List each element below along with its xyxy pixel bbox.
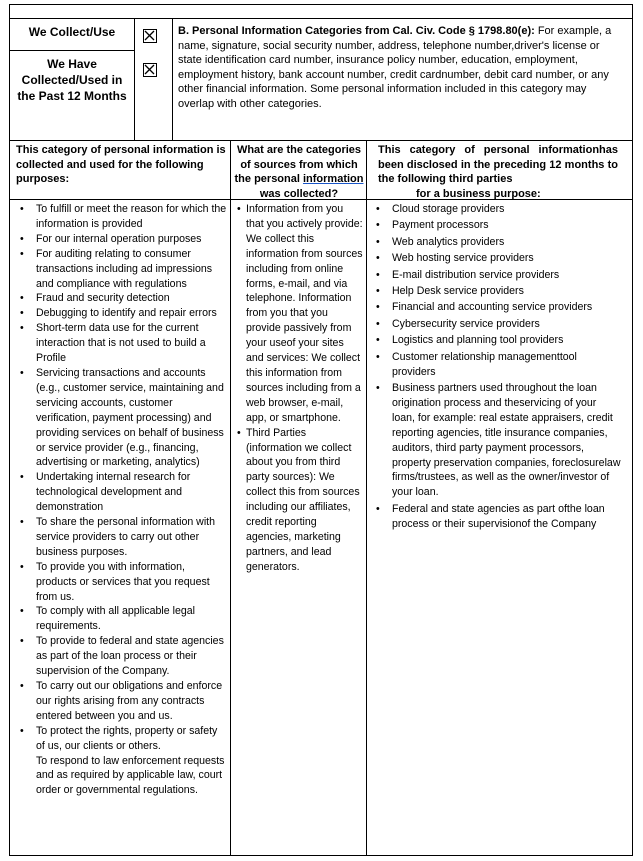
- past-12-months-checkbox[interactable]: [143, 63, 157, 77]
- disclosed-header-tail: for a business purpose:: [416, 187, 541, 200]
- list-item: • Federal and state agencies as part ofthe loan process or their supervisionof the Company: [376, 502, 605, 530]
- list-item: • Financial and accounting service providers: [376, 301, 593, 314]
- checked-x-icon: [144, 64, 155, 75]
- purposes-list: [16, 202, 228, 798]
- list-item: • Cloud storage providers: [376, 203, 505, 215]
- list-item: • Help Desk service providers: [376, 285, 524, 298]
- list-item: • Short-term data use for the current interaction that is not used to build a Profile: [20, 322, 206, 365]
- list-item: • Web analytics providers: [376, 235, 505, 248]
- list-item: • Business partners used throughout the loan origination process and theservicing of your loan, for example: real estate appraisers, credit reporting agencies, title insurance companies, auditors, third party payment processors, property preservation companies, foreclosurelaw firms/trustees, as well as the owner/investor of your loan.: [376, 381, 621, 499]
- list-item: • Third Parties (information we collect about you from third party sources): We collect this from sources including our affiliates, credit reporting agencies, marketing partners, and lead generators.: [237, 426, 360, 573]
- we-collect-label: We Collect/Use: [28, 25, 116, 39]
- disclosed-header-text: This category of personal informationhas been disclosed in the preceding 12 months to the following third parties: [378, 144, 618, 185]
- col-divider-3: [230, 140, 231, 856]
- col-divider-1: [134, 18, 135, 140]
- list-item: • Web hosting service providers: [376, 252, 534, 265]
- list-item: • To provide to federal and state agencies as part of the loan process or their supervision of the Company.: [20, 635, 224, 678]
- list-item: • To fulfill or meet the reason for which the information is provided: [20, 203, 227, 230]
- category-desc-text: For example, a name, signature, social security number, address, telephone number,driver's license or state identification card number, insurance policy number, education, employment, employment history, bank account number, credit cardnumber, debit card number, or any other financial information. Some personal information included in this category may overlap with other categories.: [178, 25, 612, 110]
- row-divider-header: [9, 140, 633, 141]
- sources-header-post: was collected?: [259, 187, 339, 200]
- sources-header: [234, 143, 364, 201]
- category-title: B. Personal Information Categories from Cal. Civ. Code § 1798.80(e):: [178, 25, 535, 37]
- sources-list: [237, 202, 363, 575]
- we-collect-checkbox[interactable]: [143, 29, 157, 43]
- list-item: • E-mail distribution service providers: [376, 268, 560, 281]
- list-item: • Payment processors: [376, 219, 489, 232]
- past-12-months-label: We Have Collected/Used in the Past 12 Months: [17, 57, 127, 103]
- sources-header-pre: What are the categories of sources from which the personal: [234, 144, 362, 185]
- checked-x-icon: [144, 30, 155, 41]
- disclosed-header: [378, 143, 618, 201]
- disclosed-list: [372, 202, 622, 532]
- list-item: • To share the personal information with service providers to carry out other business purposes.: [20, 516, 216, 558]
- list-item: • To comply with all applicable legal requirements.: [20, 605, 195, 633]
- list-item-continuation: To respond to law enforcement requests and as required by applicable law, court order or governmental regulations.: [36, 754, 225, 797]
- list-item: • Information from you that you actively provide: We collect this information from sources including from online forms, e-mail, and via telephone. Information from you that you provide passively from your useof your sites and services: We collect this information from sources including from a web browser, e-mail, app, or smartphone.: [237, 203, 363, 424]
- sources-header-link: information: [302, 173, 364, 185]
- list-item: • Fraud and security detection: [20, 292, 170, 305]
- list-item: • To provide you with information, products or services that you request from us.: [20, 560, 210, 603]
- row-divider-left-label: [9, 50, 134, 51]
- list-item: • For auditing relating to consumer transactions including ad impressions and compliance with regulations: [20, 247, 213, 290]
- list-item: • Debugging to identify and repair errors: [20, 307, 217, 320]
- list-item: • Customer relationship managementtool providers: [376, 350, 577, 378]
- list-item: • To protect the rights, property or safety of us, our clients or others.: [20, 724, 218, 752]
- purposes-header: This category of personal information is collected and used for the following purposes:: [16, 144, 226, 185]
- category-description: [178, 24, 620, 111]
- list-item: • Undertaking internal research for technological development and demonstration: [20, 471, 191, 514]
- list-item: • Logistics and planning tool providers: [376, 334, 564, 347]
- list-item: • To carry out our obligations and enforce our rights arising from any contracts entered between you and us.: [20, 680, 223, 722]
- row-divider-top: [9, 18, 633, 19]
- list-item: • Servicing transactions and accounts (e.g., customer service, maintaining and servicing accounts, customer verification, payment processing) and providing services on behalf of business or service provider (e.g., financing, advertising or marketing, analytics): [20, 366, 224, 469]
- col-divider-4: [366, 140, 367, 856]
- list-item: • For our internal operation purposes: [20, 232, 202, 245]
- list-item: • Cybersecurity service providers: [376, 317, 540, 330]
- col-divider-2: [172, 18, 173, 140]
